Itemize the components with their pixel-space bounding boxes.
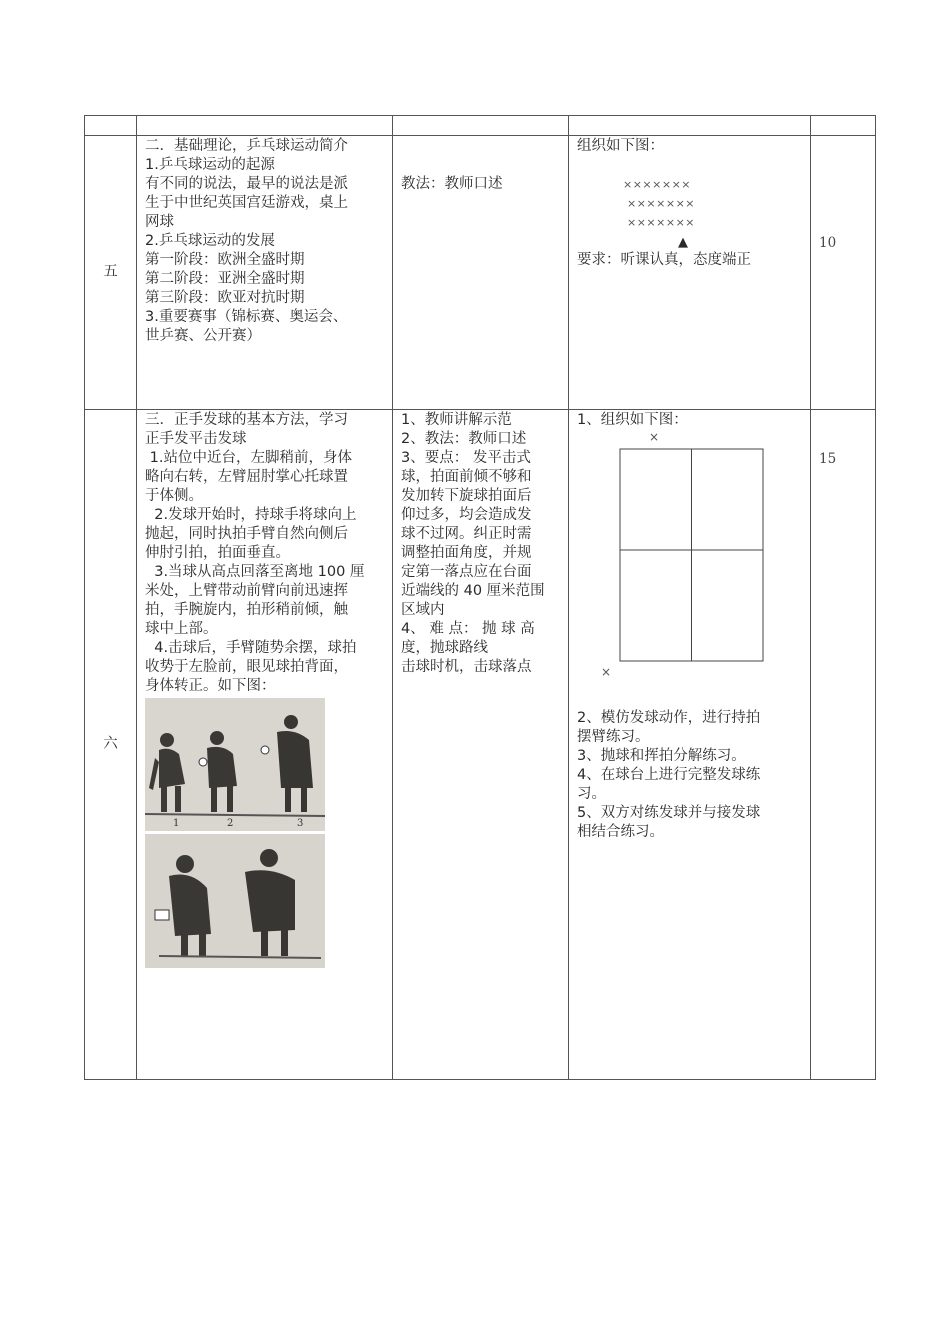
player-mark: × xyxy=(649,430,660,444)
content-line: 三．正手发球的基本方法，学习 xyxy=(145,412,348,428)
content-line: 伸肘引拍，拍面垂直。 xyxy=(145,545,290,561)
figure-label: 2 xyxy=(227,818,234,829)
table-header-row xyxy=(85,116,876,136)
header-cell xyxy=(811,116,876,136)
method-line: 击球时机，击球落点 xyxy=(401,659,532,675)
content-line: 网球 xyxy=(145,214,174,230)
content-line: 1.站位中近台，左脚稍前，身体 xyxy=(145,450,352,466)
content-text xyxy=(137,136,392,346)
table-tennis-court-diagram xyxy=(577,430,803,695)
content-line: 生于中世纪英国宫廷游戏，桌上 xyxy=(145,195,348,211)
content-line: 球中上部。 xyxy=(145,621,218,637)
method-text: 教法：教师口述 xyxy=(401,176,503,192)
time-cell xyxy=(811,410,876,1080)
time-cell xyxy=(811,136,876,410)
student-row: ××××××× xyxy=(623,178,692,191)
organization-line: 4、在球台上进行完整发球练 xyxy=(577,767,761,783)
content-line: 于体侧。 xyxy=(145,488,203,504)
table-row-5 xyxy=(85,136,876,410)
method-line: 调整拍面角度，并规 xyxy=(401,545,532,561)
method-line: 4、 难 点： 抛 球 高 xyxy=(401,621,535,637)
content-line: 有不同的说法，最早的说法是派 xyxy=(145,176,348,192)
content-line: 拍，手腕旋内，拍形稍前倾，触 xyxy=(145,602,348,618)
header-cell xyxy=(393,116,569,136)
organization-line: 2、模仿发球动作，进行持拍 xyxy=(577,710,761,726)
content-line: 收势于左脸前，眼见球拍背面， xyxy=(145,659,348,675)
method-text xyxy=(393,410,568,677)
content-line: 二．基础理论，乒乓球运动简介 xyxy=(145,138,348,154)
content-line: 4.击球后，手臂随势余摆，球拍 xyxy=(145,640,357,656)
content-text xyxy=(137,410,392,696)
method-line: 仰过多，均会造成发 xyxy=(401,507,532,523)
section-number: 五 xyxy=(85,136,137,410)
teacher-triangle-icon: ▲ xyxy=(678,235,688,250)
organization-block xyxy=(569,410,810,842)
method-line: 球，拍面前倾不够和 xyxy=(401,469,532,485)
header-cell xyxy=(569,116,811,136)
student-row: ××××××× xyxy=(627,216,696,229)
figure-label: 1 xyxy=(173,818,180,829)
method-cell xyxy=(393,136,569,410)
method-line: 发加转下旋球拍面后 xyxy=(401,488,532,504)
method-line: 1、教师讲解示范 xyxy=(401,412,512,428)
time-value: 10 xyxy=(819,235,837,251)
lesson-plan-table xyxy=(84,115,876,1080)
content-line: 第一阶段：欧洲全盛时期 xyxy=(145,252,305,268)
organization-cell xyxy=(569,136,811,410)
header-cell xyxy=(85,116,137,136)
content-cell xyxy=(137,136,393,410)
content-line: 第三阶段：欧亚对抗时期 xyxy=(145,290,305,306)
organization-block xyxy=(569,136,810,270)
figure-label: 3 xyxy=(297,818,304,829)
organization-cell xyxy=(569,410,811,1080)
method-line: 区域内 xyxy=(401,602,445,618)
method-line: 定第一落点应在台面 xyxy=(401,564,532,580)
organization-line: 摆臂练习。 xyxy=(577,729,650,745)
content-line: 米处，上臂带动前臂向前迅速挥 xyxy=(145,583,348,599)
content-line: 2.发球开始时，持球手将球向上 xyxy=(145,507,357,523)
header-cell xyxy=(137,116,393,136)
content-line: 第二阶段：亚洲全盛时期 xyxy=(145,271,305,287)
player-mark: × xyxy=(601,665,612,679)
organization-requirement: 要求：听课认真，态度端正 xyxy=(577,252,751,268)
content-line: 3.当球从高点回落至离地 100 厘 xyxy=(145,564,365,580)
time-value: 15 xyxy=(819,451,837,467)
method-cell xyxy=(393,410,569,1080)
organization-line: 3、抛球和挥拍分解练习。 xyxy=(577,748,746,764)
content-line: 抛起，同时执拍手臂自然向侧后 xyxy=(145,526,348,542)
student-row: ××××××× xyxy=(627,197,696,210)
content-line: 1.乒乓球运动的起源 xyxy=(145,157,275,173)
method-line: 度，抛球路线 xyxy=(401,640,488,656)
content-cell xyxy=(137,410,393,1080)
content-line: 3.重要赛事（锦标赛、奥运会、 xyxy=(145,309,348,325)
table-row-6 xyxy=(85,410,876,1080)
organization-line: 习。 xyxy=(577,786,606,802)
organization-line: 相结合练习。 xyxy=(577,824,664,840)
method-line: 球不过网。纠正时需 xyxy=(401,526,532,542)
content-line: 身体转正。如下图： xyxy=(145,678,276,694)
organization-title: 1、组织如下图： xyxy=(577,412,688,428)
serve-technique-photo xyxy=(145,698,325,968)
method-line: 近端线的 40 厘米范围 xyxy=(401,583,545,599)
organization-line: 5、双方对练发球并与接发球 xyxy=(577,805,761,821)
method-line: 3、要点： 发平击式 xyxy=(401,450,531,466)
content-line: 略向右转，左臂屈肘掌心托球置 xyxy=(145,469,348,485)
organization-title: 组织如下图： xyxy=(577,138,664,154)
method-line: 2、教法：教师口述 xyxy=(401,431,527,447)
content-line: 正手发平击发球 xyxy=(145,431,247,447)
content-line: 世乒赛、公开赛） xyxy=(145,328,261,344)
section-number: 六 xyxy=(85,410,137,1080)
content-line: 2.乒乓球运动的发展 xyxy=(145,233,275,249)
